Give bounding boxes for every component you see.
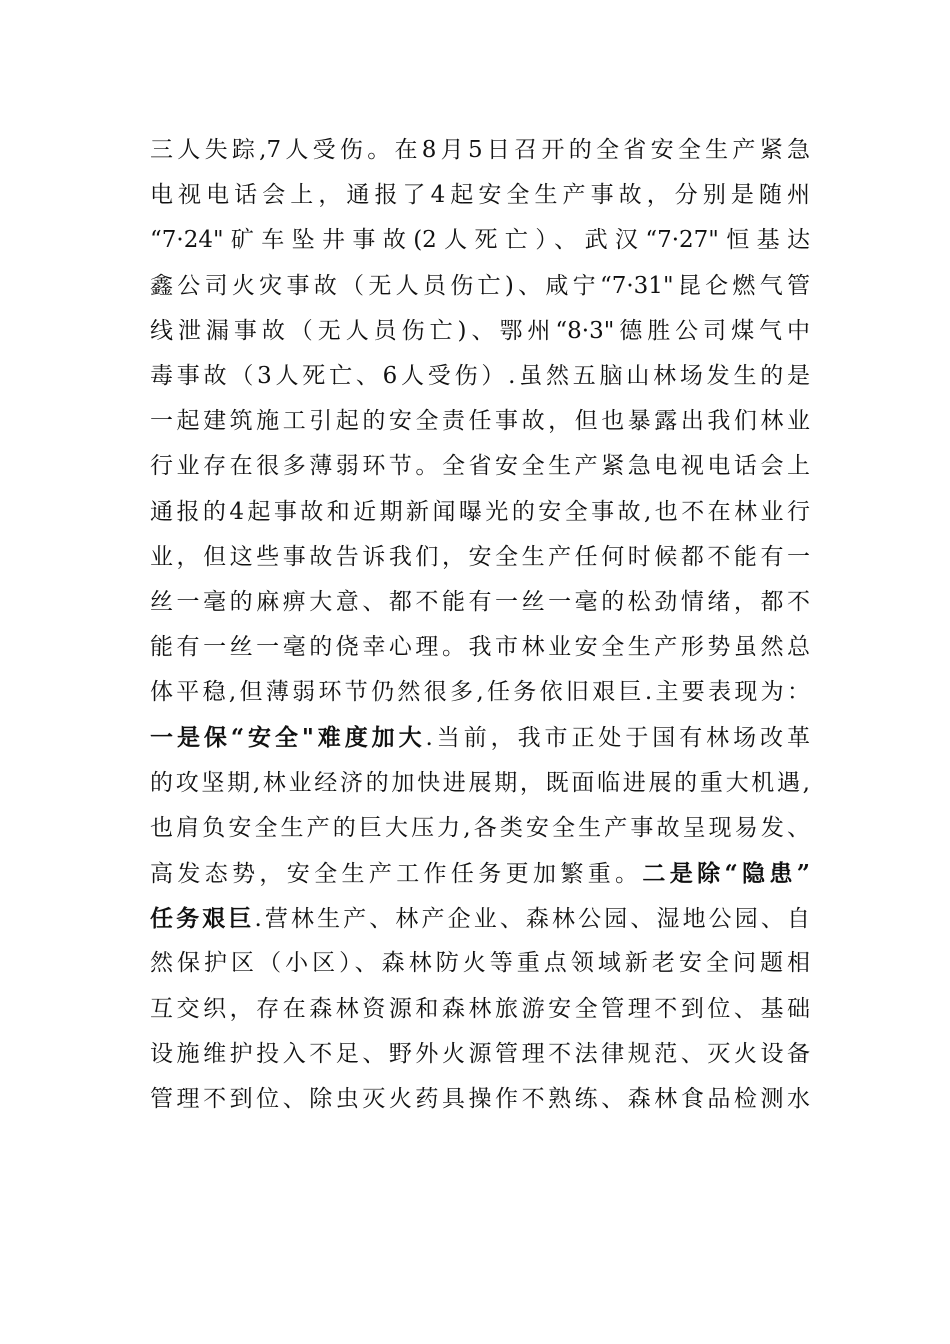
body-text [150,128,810,1122]
text-line: 鑫公司火灾事故（无人员伤亡)、咸宁“7·31"昆仑燃气管 [150,272,810,299]
text-line: 线泄漏事故（无人员伤亡)、鄂州“8·3"德胜公司煤气中 [150,317,810,344]
text-line: 丝一毫的麻痹大意、都不能有一丝一毫的松劲情绪，都不 [150,588,810,615]
text-line: 设施维护投入不足、野外火源管理不法律规范、灭火设备 [150,1040,810,1067]
text-line: 通报的4起事故和近期新闻曝光的安全事故,也不在林业行 [150,498,810,525]
text-segment: .当前，我市正处于国有林场改革 [425,725,811,752]
text-line: 的攻坚期,林业经济的加快进展期，既面临进展的重大机遇, [150,769,810,796]
text-line: 行业存在很多薄弱环节。全省安全生产紧急电视电话会上 [150,453,810,480]
text-line [150,715,810,760]
point-two-heading-cont: 任务艰巨 [150,905,255,933]
text-line: 也肩负安全生产的巨大压力,各类安全生产事故呈现易发、 [150,814,810,841]
text-line [150,851,810,896]
text-line: 电视电话会上，通报了4起安全生产事故，分别是随州 [150,182,810,209]
text-line [150,896,810,941]
text-segment: 高发态势，安全生产工作任务更加繁重。 [150,861,643,887]
text-line: 互交织，存在森林资源和森林旅游安全管理不到位、基础 [150,995,810,1022]
text-line: 能有一丝一毫的侥幸心理。我市林业安全生产形势虽然总 [150,634,810,661]
text-segment: .营林生产、林产企业、森林公园、湿地公园、自 [254,906,811,933]
text-line: 体平稳,但薄弱环节仍然很多,任务依旧艰巨.主要表现为： [150,679,810,706]
text-line: 管理不到位、除虫灭火药具操作不熟练、森林食品检测水 [150,1085,810,1112]
text-line: 三人失踪,7人受伤。在8月5日召开的全省安全生产紧急 [150,137,810,163]
text-line: “7·24"矿车坠井事故(2人死亡）、武汉“7·27"恒基达 [150,227,810,254]
point-two-heading: 二是除“隐患” [642,860,810,887]
text-line: 然保护区（小区）、森林防火等重点领域新老安全问题相 [150,950,810,977]
point-one-heading: 一是保“安全"难度加大 [150,724,426,752]
text-line: 一起建筑施工引起的安全责任事故，但也暴露出我们林业 [150,408,810,435]
text-line: 业，但这些事故告诉我们，安全生产任何时候都不能有一 [150,543,810,570]
text-line: 毒事故（3人死亡、6人受伤）.虽然五脑山林场发生的是 [150,362,810,389]
